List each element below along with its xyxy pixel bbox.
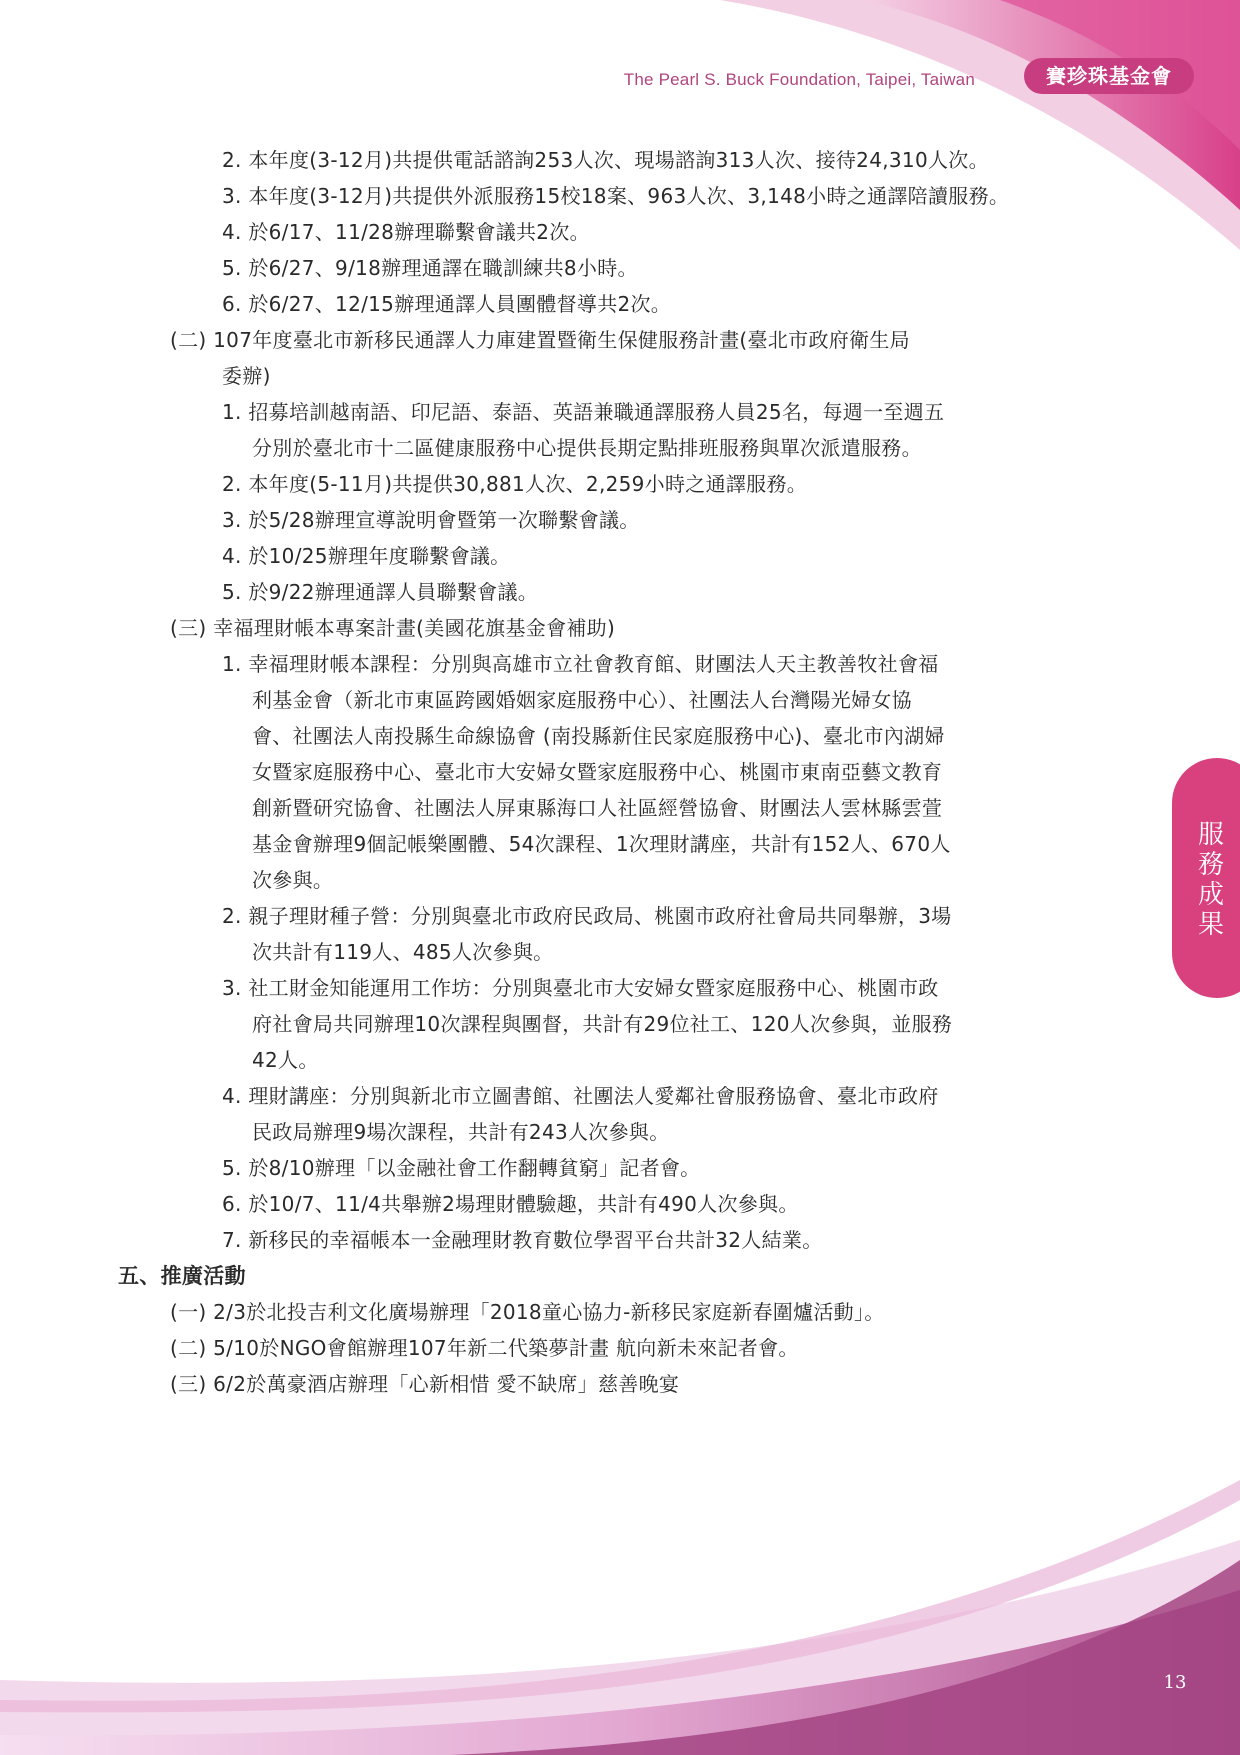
list-item: 5. 於6/27、9/18辦理通譯在職訓練共8小時。 bbox=[222, 256, 638, 280]
list-item-cont: 女暨家庭服務中心、臺北市大安婦女暨家庭服務中心、桃園市東南亞藝文教育 bbox=[252, 760, 943, 784]
list-item: 3. 於5/28辦理宣導說明會暨第一次聯繫會議。 bbox=[222, 508, 640, 532]
list-item-cont: 次參與。 bbox=[252, 868, 334, 892]
list-item: 6. 於6/27、12/15辦理通譯人員團體督導共2次。 bbox=[222, 292, 672, 316]
list-item: 2. 本年度(5-11月)共提供30,881人次、2,259小時之通譯服務。 bbox=[222, 472, 808, 496]
list-item-cont: 分別於臺北市十二區健康服務中心提供長期定點排班服務與單次派遣服務。 bbox=[252, 436, 922, 460]
side-section-label: 服務成果 bbox=[1197, 820, 1224, 940]
subsection-item: (二) 5/10於NGO會館辦理107年新二代築夢計畫 航向新未來記者會。 bbox=[170, 1336, 799, 1360]
list-item-cont: 民政局辦理9場次課程，共計有243人次參與。 bbox=[252, 1120, 670, 1144]
list-item-cont: 創新暨研究協會、社團法人屏東縣海口人社區經營協會、財團法人雲林縣雲萱 bbox=[252, 796, 943, 820]
list-item: 3. 本年度(3-12月)共提供外派服務15校18案、963人次、3,148小時之通譯陪讀服務。 bbox=[222, 184, 1010, 208]
list-item-cont: 府社會局共同辦理10次課程與團督，共計有29位社工、120人次參與，並服務 bbox=[252, 1012, 953, 1036]
list-item-cont: 基金會辦理9個記帳樂團體、54次課程、1次理財講座，共計有152人、670人 bbox=[252, 832, 951, 856]
list-item: 1. 幸福理財帳本課程：分別與高雄市立社會教育館、財團法人天主教善牧社會福 bbox=[222, 652, 939, 676]
list-item: 2. 本年度(3-12月)共提供電話諮詢253人次、現場諮詢313人次、接待24,310人次。 bbox=[222, 148, 989, 172]
subsection-item: (一) 2/3於北投吉利文化廣場辦理「2018童心協力-新移民家庭新春圍爐活動」。 bbox=[170, 1300, 885, 1324]
list-item: 1. 招募培訓越南語、印尼語、泰語、英語兼職通譯服務人員25名，每週一至週五 bbox=[222, 400, 945, 424]
list-item: 4. 於6/17、11/28辦理聯繫會議共2次。 bbox=[222, 220, 590, 244]
header-org-en: The Pearl S. Buck Foundation, Taipei, Taiwan bbox=[623, 70, 975, 89]
list-item: 3. 社工財金知能運用工作坊：分別與臺北市大安婦女暨家庭服務中心、桃園市政 bbox=[222, 976, 939, 1000]
subsection-heading-cont: 委辦) bbox=[222, 364, 271, 388]
list-item: 2. 親子理財種子營：分別與臺北市政府民政局、桃園市政府社會局共同舉辦，3場 bbox=[222, 904, 952, 928]
list-item: 4. 於10/25辦理年度聯繫會議。 bbox=[222, 544, 511, 568]
subsection-item: (三) 6/2於萬豪酒店辦理「心新相惜 愛不缺席」慈善晚宴 bbox=[170, 1372, 680, 1396]
document-body bbox=[0, 142, 1240, 1402]
subsection-heading: (二) 107年度臺北市新移民通譯人力庫建置暨衛生保健服務計畫(臺北市政府衛生局 bbox=[170, 328, 910, 352]
list-item-cont: 會、社團法人南投縣生命線協會 (南投縣新住民家庭服務中心)、臺北市內湖婦 bbox=[252, 724, 945, 748]
list-item: 5. 於9/22辦理通譯人員聯繫會議。 bbox=[222, 580, 539, 604]
list-item: 7. 新移民的幸福帳本一金融理財教育數位學習平台共計32人結業。 bbox=[222, 1228, 823, 1252]
list-item: 6. 於10/7、11/4共舉辦2場理財體驗趣，共計有490人次參與。 bbox=[222, 1192, 799, 1216]
page-number: 13 bbox=[1163, 1672, 1187, 1693]
list-item-cont: 42人。 bbox=[252, 1048, 319, 1072]
list-item: 4. 理財講座：分別與新北市立圖書館、社團法人愛鄰社會服務協會、臺北市政府 bbox=[222, 1084, 939, 1108]
list-item-cont: 次共計有119人、485人次參與。 bbox=[252, 940, 554, 964]
header-org-zh-badge: 賽珍珠基金會 bbox=[1024, 58, 1194, 94]
list-item: 5. 於8/10辦理「以金融社會工作翻轉貧窮」記者會。 bbox=[222, 1156, 701, 1180]
subsection-heading: (三) 幸福理財帳本專案計畫(美國花旗基金會補助) bbox=[170, 616, 616, 640]
section-heading: 五、推廣活動 bbox=[118, 1264, 246, 1288]
list-item-cont: 利基金會（新北市東區跨國婚姻家庭服務中心）、社團法人台灣陽光婦女協 bbox=[252, 688, 912, 712]
